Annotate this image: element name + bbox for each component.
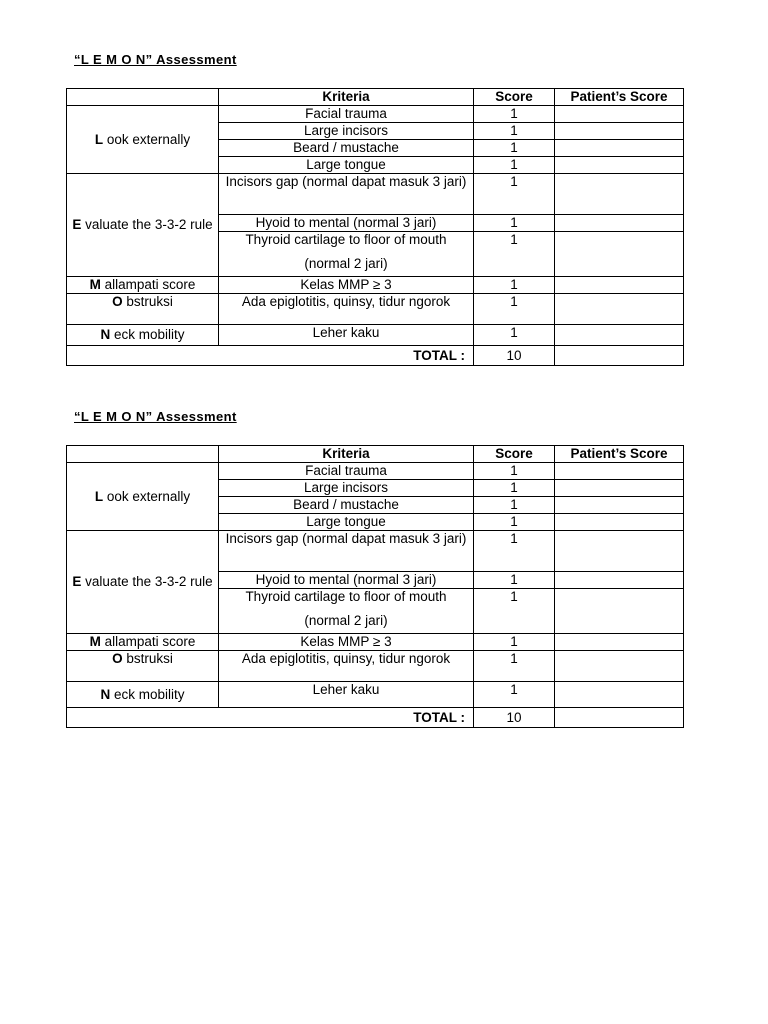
score-cell: 1 xyxy=(474,106,555,123)
patient-score-cell[interactable] xyxy=(555,572,684,589)
criteria-text: Thyroid cartilage to floor of mouth (normal 2 jari) xyxy=(245,232,447,271)
criteria-text: Thyroid cartilage to floor of mouth (normal 2 jari) xyxy=(245,589,447,628)
table-row xyxy=(67,651,684,682)
patient-score-cell[interactable] xyxy=(555,325,684,346)
header-criteria: Kriteria xyxy=(219,446,474,463)
patient-score-cell[interactable] xyxy=(555,157,684,174)
score-cell: 1 xyxy=(474,123,555,140)
criteria-cell: Large incisors xyxy=(219,123,474,140)
patient-score-cell[interactable] xyxy=(555,589,684,634)
lemon-table xyxy=(66,88,684,366)
score-cell: 1 xyxy=(474,497,555,514)
category-rest: ook externally xyxy=(103,488,191,504)
patient-score-cell[interactable] xyxy=(555,682,684,708)
header-score: Score xyxy=(474,446,555,463)
table-row xyxy=(67,174,684,215)
score-cell: 1 xyxy=(474,514,555,531)
patient-score-cell[interactable] xyxy=(555,531,684,572)
score-cell: 1 xyxy=(474,325,555,346)
total-score: 10 xyxy=(474,346,555,366)
category-letter: L xyxy=(94,488,104,504)
category-obstruksi xyxy=(67,651,219,682)
category-letter: O xyxy=(112,294,123,309)
criteria-cell: Beard / mustache xyxy=(219,497,474,514)
table-row xyxy=(67,463,684,480)
score-cell: 1 xyxy=(474,215,555,232)
criteria-cell: Large tongue xyxy=(219,157,474,174)
score-cell: 1 xyxy=(474,157,555,174)
criteria-cell: Kelas MMP ≥ 3 xyxy=(219,277,474,294)
category-letter: N xyxy=(100,327,111,342)
total-patient-score[interactable] xyxy=(555,708,684,728)
category-rest: eck mobility xyxy=(110,327,185,342)
criteria-text: Incisors gap (normal dapat masuk 3 jari) xyxy=(225,531,467,546)
total-label: TOTAL : xyxy=(67,346,474,366)
patient-score-cell[interactable] xyxy=(555,140,684,157)
category-obstruksi xyxy=(67,294,219,325)
criteria-cell: Large incisors xyxy=(219,480,474,497)
total-patient-score[interactable] xyxy=(555,346,684,366)
category-letter: M xyxy=(89,277,101,292)
patient-score-cell[interactable] xyxy=(555,106,684,123)
category-evaluate-332 xyxy=(67,531,219,634)
category-rest: valuate the 3-3-2 rule xyxy=(81,217,213,232)
table-row xyxy=(67,531,684,572)
criteria-cell: Kelas MMP ≥ 3 xyxy=(219,634,474,651)
header-blank xyxy=(67,446,219,463)
score-cell: 1 xyxy=(474,531,555,572)
criteria-cell xyxy=(219,589,474,634)
table-header-row xyxy=(67,446,684,463)
header-patient-score: Patient’s Score xyxy=(555,89,684,106)
lemon-assessment-1 xyxy=(66,52,684,366)
table-row xyxy=(67,277,684,294)
category-letter: L xyxy=(94,131,104,147)
criteria-cell: Hyoid to mental (normal 3 jari) xyxy=(219,572,474,589)
category-look-externally xyxy=(67,106,219,174)
header-criteria: Kriteria xyxy=(219,89,474,106)
category-rest: bstruksi xyxy=(122,294,173,309)
table-row xyxy=(67,294,684,325)
patient-score-cell[interactable] xyxy=(555,277,684,294)
patient-score-cell[interactable] xyxy=(555,634,684,651)
score-cell: 1 xyxy=(474,174,555,215)
criteria-cell: Hyoid to mental (normal 3 jari) xyxy=(219,215,474,232)
table-row xyxy=(67,106,684,123)
patient-score-cell[interactable] xyxy=(555,294,684,325)
criteria-cell xyxy=(219,232,474,277)
criteria-cell: Leher kaku xyxy=(219,325,474,346)
assessment-heading: “L E M O N” Assessment xyxy=(74,409,237,424)
score-cell: 1 xyxy=(474,480,555,497)
patient-score-cell[interactable] xyxy=(555,514,684,531)
patient-score-cell[interactable] xyxy=(555,480,684,497)
category-rest: allampati score xyxy=(100,634,196,649)
criteria-cell: Leher kaku xyxy=(219,682,474,708)
category-rest: valuate the 3-3-2 rule xyxy=(81,574,213,589)
category-letter: E xyxy=(72,217,82,232)
criteria-cell: Facial trauma xyxy=(219,106,474,123)
score-cell: 1 xyxy=(474,140,555,157)
category-rest: eck mobility xyxy=(110,686,185,702)
criteria-cell: Ada epiglotitis, quinsy, tidur ngorok xyxy=(219,651,474,682)
score-cell: 1 xyxy=(474,651,555,682)
category-neck-mobility xyxy=(67,325,219,346)
patient-score-cell[interactable] xyxy=(555,174,684,215)
category-letter: N xyxy=(100,686,111,702)
total-row xyxy=(67,708,684,728)
patient-score-cell[interactable] xyxy=(555,215,684,232)
category-rest: allampati score xyxy=(100,277,196,292)
criteria-cell xyxy=(219,531,474,572)
total-label: TOTAL : xyxy=(67,708,474,728)
category-evaluate-332 xyxy=(67,174,219,277)
criteria-cell: Large tongue xyxy=(219,514,474,531)
score-cell: 1 xyxy=(474,589,555,634)
patient-score-cell[interactable] xyxy=(555,497,684,514)
criteria-cell: Facial trauma xyxy=(219,463,474,480)
table-header-row xyxy=(67,89,684,106)
criteria-text: Incisors gap (normal dapat masuk 3 jari) xyxy=(225,174,467,189)
score-cell: 1 xyxy=(474,463,555,480)
category-letter: M xyxy=(89,634,101,649)
score-cell: 1 xyxy=(474,232,555,277)
score-cell: 1 xyxy=(474,682,555,708)
header-score: Score xyxy=(474,89,555,106)
lemon-table xyxy=(66,445,684,728)
table-row xyxy=(67,325,684,346)
score-cell: 1 xyxy=(474,572,555,589)
score-cell: 1 xyxy=(474,634,555,651)
score-cell: 1 xyxy=(474,294,555,325)
criteria-cell: Ada epiglotitis, quinsy, tidur ngorok xyxy=(219,294,474,325)
lemon-assessment-2 xyxy=(66,409,684,728)
category-mallampati-score xyxy=(67,634,219,651)
patient-score-cell[interactable] xyxy=(555,651,684,682)
table-row xyxy=(67,634,684,651)
category-letter: E xyxy=(72,574,82,589)
patient-score-cell[interactable] xyxy=(555,463,684,480)
patient-score-cell[interactable] xyxy=(555,232,684,277)
category-look-externally xyxy=(67,463,219,531)
assessment-heading: “L E M O N” Assessment xyxy=(74,52,237,67)
category-rest: ook externally xyxy=(103,131,191,147)
header-patient-score: Patient’s Score xyxy=(555,446,684,463)
category-letter: O xyxy=(112,651,123,666)
category-neck-mobility xyxy=(67,682,219,708)
patient-score-cell[interactable] xyxy=(555,123,684,140)
criteria-cell: Beard / mustache xyxy=(219,140,474,157)
total-row xyxy=(67,346,684,366)
criteria-cell xyxy=(219,174,474,215)
total-score: 10 xyxy=(474,708,555,728)
category-mallampati-score xyxy=(67,277,219,294)
table-row xyxy=(67,682,684,708)
score-cell: 1 xyxy=(474,277,555,294)
header-blank xyxy=(67,89,219,106)
category-rest: bstruksi xyxy=(122,651,173,666)
